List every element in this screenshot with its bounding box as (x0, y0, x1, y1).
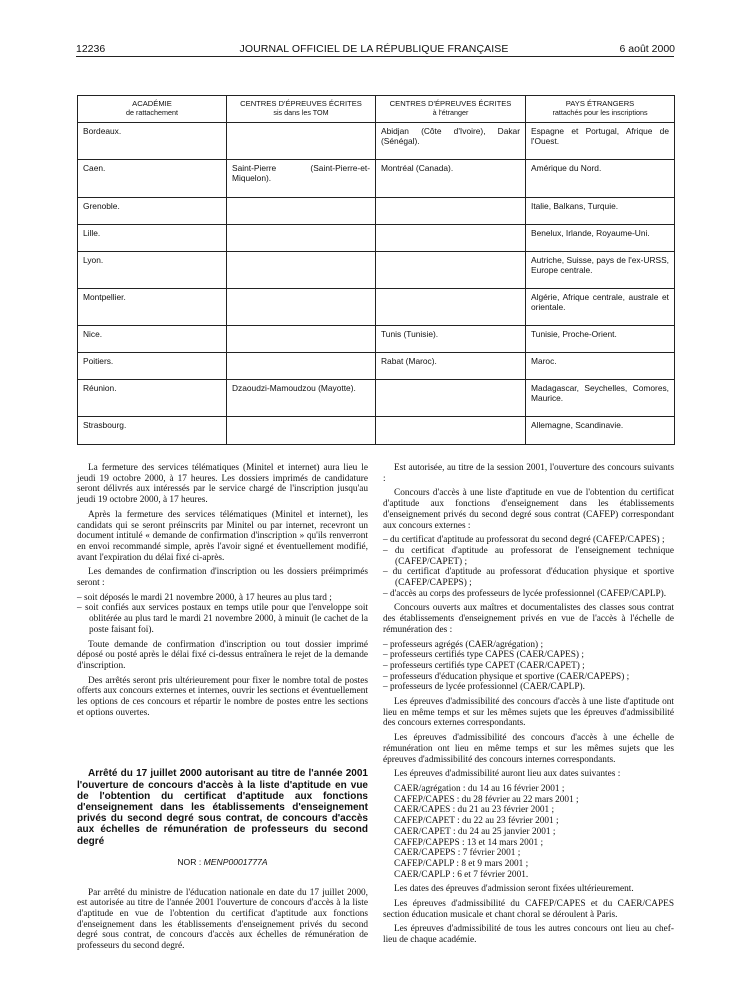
cell-pays: Espagne et Portugal, Afrique de l'Ouest. (526, 123, 675, 160)
paragraph: Concours d'accès à une liste d'aptitude en vue de l'obtention du certificat d'aptitude aux fonctions d'enseignement dans les établissements d'enseignement privés du second degré sous contrat (CAFEP) correspondant aux concours externes : (383, 488, 674, 531)
table-row (78, 198, 675, 225)
paragraph: Des arrêtés seront pris ultérieurement pour fixer le nombre total de postes offerts aux concours externes et internes, ouvrir les sections et éventuellement les options de ces concours et répartir le nombre de postes entre les sections et options ouvertes. (77, 675, 368, 718)
table-row (78, 160, 675, 198)
cell-tom (227, 252, 376, 289)
cell-pays: Amérique du Nord. (526, 160, 675, 198)
date-line: CAER/CAPEPS : 7 février 2001 ; (394, 848, 521, 859)
nor-label: NOR : (177, 856, 202, 867)
cell-tom (227, 353, 376, 380)
table-row (78, 417, 675, 445)
cell-tom (227, 225, 376, 252)
arrete-title: Arrêté du 17 juillet 2000 autorisant au titre de l'année 2001 l'ouverture de concours d'accès à la liste d'aptitude en vue de l'obtention du certificat d'aptitude aux fonctions d'enseignement dans les établissements d'enseignement privés du second degré sous contrat, de concours d'accès aux échelles de rémunération de professeurs du second degré (77, 768, 368, 847)
cell-academie: Réunion. (78, 380, 227, 417)
cell-tom: Saint-Pierre (Saint-Pierre-et-Miquelon). (227, 160, 376, 198)
cell-etranger (376, 198, 526, 225)
nor-reference (77, 857, 368, 868)
cell-pays: Tunisie, Proche-Orient. (526, 326, 675, 353)
header-rule (76, 56, 674, 57)
paragraph: La fermeture des services télématiques (Minitel et internet) aura lieu le jeudi 19 octobre 2000, à 17 heures. Les dossiers imprimés de candidature seront délivrés aux intéressés par le service chargé de l'inscription jusqu'au jeudi 19 octobre 2000, à 17 heures. (77, 463, 368, 506)
list-item: – soit déposés le mardi 21 novembre 2000, à 17 heures au plus tard ; (77, 592, 332, 603)
page-number: 12236 (76, 43, 106, 55)
date-line: CAFEP/CAPLP : 8 et 9 mars 2001 ; (394, 858, 529, 869)
right-column (383, 463, 674, 950)
table-row (78, 380, 675, 417)
cell-etranger (376, 252, 526, 289)
cell-pays: Madagascar, Seychelles, Comores, Maurice. (526, 380, 675, 417)
paragraph: Après la fermeture des services télématiques (Minitel et internet), les candidats qui se seront préinscrits par Minitel ou par internet, recevront un document intitulé « demande de confirmation d'inscription » qu'ils renverront en envoi recommandé simple, après l'avoir signé et éventuellement modifié, avant l'expiration du délai fixé ci-après. (77, 509, 368, 563)
cell-academie: Caen. (78, 160, 227, 198)
list-item: – professeurs de lycée professionnel (CAER/CAPLP). (383, 682, 585, 693)
cell-academie: Poitiers. (78, 353, 227, 380)
cell-pays: Benelux, Irlande, Royaume-Uni. (526, 225, 675, 252)
academie-table (77, 95, 675, 445)
paragraph: Les épreuves d'admissibilité auront lieu aux dates suivantes : (394, 769, 621, 780)
cell-tom (227, 289, 376, 326)
cell-etranger (376, 380, 526, 417)
column-header-tom: CENTRES D'ÉPREUVES ÉCRITES sis dans les TOM (227, 96, 376, 123)
table-row (78, 225, 675, 252)
left-column (77, 463, 368, 956)
cell-etranger (376, 289, 526, 326)
list-item: – du certificat d'aptitude au professorat de l'enseignement technique (CAFEP/CAPET) ; (383, 545, 674, 567)
cell-tom (227, 123, 376, 160)
cell-etranger: Tunis (Tunisie). (376, 326, 526, 353)
column-header-pays: PAYS ÉTRANGERS rattachés pour les inscriptions (526, 96, 675, 123)
paragraph: Les épreuves d'admissibilité de tous les autres concours ont lieu au chef-lieu de chaque académie. (383, 924, 674, 946)
dates-list (383, 784, 674, 880)
caer-list (383, 640, 674, 694)
column-header-academie: ACADÉMIE de rattachement (78, 96, 227, 123)
deposit-list (77, 593, 368, 636)
paragraph: Les épreuves d'admissibilité du CAFEP/CAPES et du CAER/CAPES section éducation musicale et chant choral se déroulent à Paris. (383, 899, 674, 920)
date-line: CAER/CAPES : du 21 au 23 février 2001 ; (394, 805, 555, 816)
date-line: CAER/CAPET : du 24 au 25 janvier 2001 ; (394, 826, 556, 837)
column-header-etranger: CENTRES D'ÉPREUVES ÉCRITES à l'étranger (376, 96, 526, 123)
cell-tom: Dzaoudzi-Mamoudzou (Mayotte). (227, 380, 376, 417)
paragraph: Concours ouverts aux maîtres et documentalistes des classes sous contrat des établissements d'enseignement privés en vue de l'accès à l'échelle de rémunération des : (383, 603, 674, 635)
cell-academie: Lyon. (78, 252, 227, 289)
table-row (78, 123, 675, 160)
list-item: – d'accès au corps des professeurs de lycée professionnel (CAFEP/CAPLP). (383, 588, 667, 599)
paragraph: Les épreuves d'admissibilité des concours d'accès à une liste d'aptitude ont lieu en même temps et sur les mêmes sujets que les épreuves d'admissibilité des concours externes correspondants. (383, 697, 674, 729)
paragraph: Les épreuves d'admissibilité des concours d'accès à une échelle de rémunération ont lieu en même temps et sur les mêmes sujets que les épreuves d'admissibilité des concours internes correspondants. (383, 733, 674, 765)
cafep-list (383, 535, 674, 599)
cell-academie: Lille. (78, 225, 227, 252)
table-row (78, 252, 675, 289)
date-line: CAER/agrégation : du 14 au 16 février 2001 ; (394, 783, 565, 794)
cell-academie: Grenoble. (78, 198, 227, 225)
cell-tom (227, 417, 376, 445)
paragraph: Les demandes de confirmation d'inscription ou les dossiers préimprimés seront : (77, 567, 368, 589)
page-header (0, 0, 748, 56)
cell-etranger: Rabat (Maroc). (376, 353, 526, 380)
cell-pays: Maroc. (526, 353, 675, 380)
cell-etranger (376, 417, 526, 445)
cell-etranger (376, 225, 526, 252)
cell-pays: Algérie, Afrique centrale, australe et orientale. (526, 289, 675, 326)
cell-etranger: Abidjan (Côte d'Ivoire), Dakar (Sénégal). (376, 123, 526, 160)
date-line: CAER/CAPLP : 6 et 7 février 2001. (394, 869, 529, 880)
cell-academie: Bordeaux. (78, 123, 227, 160)
paragraph: Est autorisée, au titre de la session 2001, l'ouverture des concours suivants : (383, 463, 674, 484)
cell-tom (227, 326, 376, 353)
table-header-row (78, 96, 675, 123)
nor-code: MENP0001777A (203, 856, 268, 867)
date-line: CAFEP/CAPEPS : 13 et 14 mars 2001 ; (394, 837, 544, 848)
list-item: – professeurs certifiés type CAPET (CAER/CAPET) ; (383, 660, 585, 671)
table-row (78, 289, 675, 326)
cell-academie: Nice. (78, 326, 227, 353)
cell-pays: Italie, Balkans, Turquie. (526, 198, 675, 225)
issue-date: 6 août 2000 (619, 43, 675, 55)
cell-etranger: Montréal (Canada). (376, 160, 526, 198)
cell-pays: Allemagne, Scandinavie. (526, 417, 675, 445)
list-item: – professeurs agrégés (CAER/agrégation) ; (383, 639, 544, 650)
date-line: CAFEP/CAPES : du 28 février au 22 mars 2001 ; (394, 794, 579, 805)
cell-pays: Autriche, Suisse, pays de l'ex-URSS, Europe centrale. (526, 252, 675, 289)
list-item: – du certificat d'aptitude au professorat du second degré (CAFEP/CAPES) ; (383, 535, 665, 546)
date-line: CAFEP/CAPET : du 22 au 23 février 2001 ; (394, 816, 559, 827)
cell-tom (227, 198, 376, 225)
journal-title: JOURNAL OFFICIEL DE LA RÉPUBLIQUE FRANÇAISE (239, 43, 509, 55)
table-row (78, 326, 675, 353)
table-row (78, 353, 675, 380)
cell-academie: Montpellier. (78, 289, 227, 326)
paragraph: Par arrêté du ministre de l'éducation nationale en date du 17 juillet 2000, est autorisée au titre de l'année 2001 l'ouverture de concours d'accès à la liste d'aptitude en vue de l'obtention du certificat d'aptitude aux fonctions d'enseignement dans les établissements d'enseignement privés du second degré sous contrat, de concours d'accès aux échelles de rémunération de professeurs du second degré. (77, 887, 368, 952)
list-item: – professeurs d'éducation physique et sportive (CAER/CAPEPS) ; (383, 671, 630, 682)
list-item: – du certificat d'aptitude au professorat d'éducation physique et sportive (CAFEP/CAPEPS) ; (383, 567, 674, 589)
list-item: – soit confiés aux services postaux en temps utile pour que l'enveloppe soit oblitérée au plus tard le mardi 21 novembre 2000, à minuit (le cachet de la poste faisant foi). (77, 603, 368, 635)
paragraph: Toute demande de confirmation d'inscription ou tout dossier imprimé déposé ou posté après le délai fixé ci-dessus entraînera le rejet de la demande d'inscription. (77, 639, 368, 671)
list-item: – professeurs certifiés type CAPES (CAER/CAPES) ; (383, 650, 584, 661)
cell-academie: Strasbourg. (78, 417, 227, 445)
paragraph: Les dates des épreuves d'admission seront fixées ultérieurement. (394, 884, 634, 895)
